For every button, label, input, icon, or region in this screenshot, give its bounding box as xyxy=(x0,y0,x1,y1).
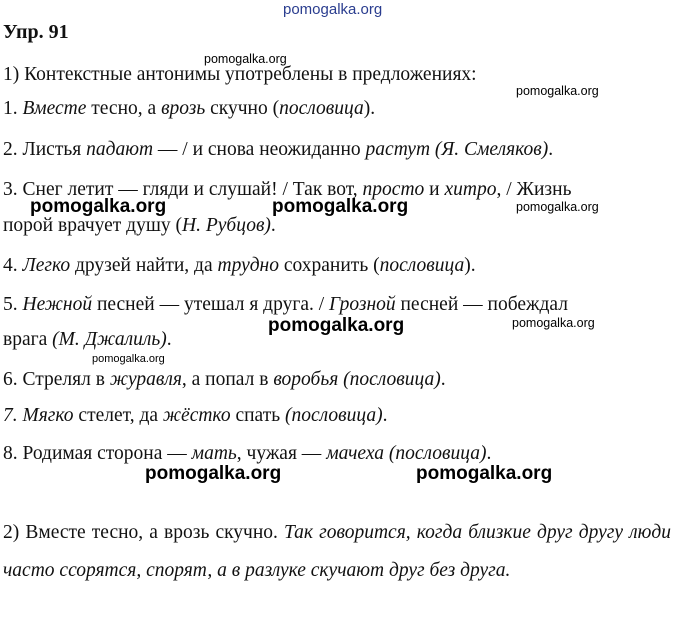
watermark-large: pomogalka.org xyxy=(268,315,405,336)
watermark-top: pomogalka.org xyxy=(283,1,383,18)
watermark-large: pomogalka.org xyxy=(145,463,282,484)
watermark-small: pomogalka.org xyxy=(204,52,287,66)
watermark-small: pomogalka.org xyxy=(516,84,599,98)
sentence-7: 7. Мягко стелет, да жёстко спать (пословица). xyxy=(3,405,388,426)
watermark-small: pomogalka.org xyxy=(92,353,165,365)
watermark-large: pomogalka.org xyxy=(272,196,409,217)
sentence-3-line1: 3. Снег летит — гляди и слушай! / Так вот, просто и хитро, / Жизнь xyxy=(3,179,572,200)
exercise-title: Упр. 91 xyxy=(3,21,69,43)
sentence-5-line2: врага (М. Джалиль). xyxy=(3,329,172,350)
watermark-large: pomogalka.org xyxy=(30,196,167,217)
watermark-small: pomogalka.org xyxy=(512,316,595,330)
watermark-large: pomogalka.org xyxy=(416,463,553,484)
sentence-1: 1. Вместе тесно, а врозь скучно (пословица). xyxy=(3,98,376,119)
task2-paragraph: 2) Вместе тесно, а врозь скучно. Так говорится, когда близкие друг другу люди часто ссорятся, спорят, а в разлуке скучают друг без друга. xyxy=(3,522,672,581)
sentence-2: 2. Листья падают — / и снова неожиданно растут (Я. Смеляков). xyxy=(3,139,554,160)
watermark-small: pomogalka.org xyxy=(516,200,599,214)
sentence-3-line2: порой врачует душу (Н. Рубцов). xyxy=(3,215,276,236)
sentence-8: 8. Родимая сторона — мать, чужая — мачеха (пословица). xyxy=(3,443,492,464)
sentence-6: 6. Стрелял в журавля, а попал в воробья (пословица). xyxy=(3,369,446,390)
task1-heading: 1) Контекстные антонимы употреблены в предложениях: xyxy=(3,64,477,85)
sentence-5-line1: 5. Нежной песней — утешал я друга. / Грозной песней — побеждал xyxy=(3,294,568,315)
sentence-4: 4. Легко друзей найти, да трудно сохранить (пословица). xyxy=(3,255,476,276)
